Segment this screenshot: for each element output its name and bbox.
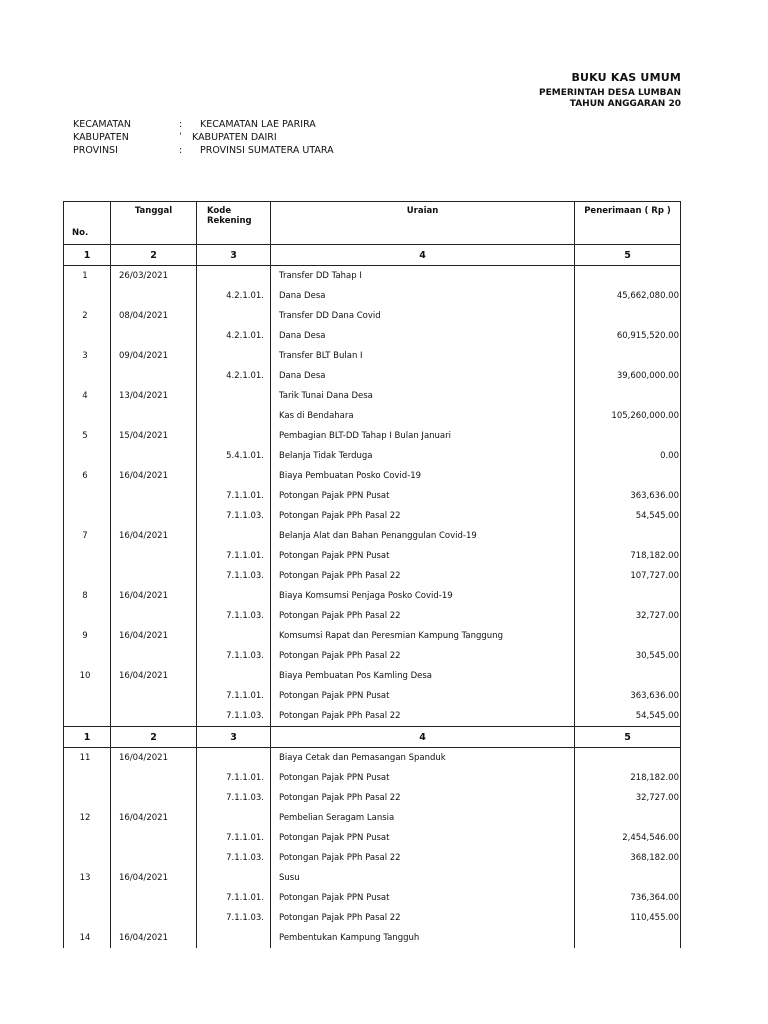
table-row xyxy=(64,626,681,646)
row-number xyxy=(64,828,111,848)
row-account-code xyxy=(197,808,271,828)
row-number xyxy=(64,848,111,868)
table-row xyxy=(64,888,681,908)
row-number xyxy=(64,286,111,306)
row-amount xyxy=(575,466,681,486)
table-row xyxy=(64,306,681,326)
column-number-row xyxy=(64,727,681,748)
table-row xyxy=(64,768,681,788)
row-amount xyxy=(575,666,681,686)
row-number xyxy=(64,326,111,346)
row-description: Tarik Tunai Dana Desa xyxy=(271,386,575,406)
table-row xyxy=(64,446,681,466)
row-number xyxy=(64,686,111,706)
table-row xyxy=(64,808,681,828)
row-number: 1 xyxy=(64,266,111,287)
row-number: 12 xyxy=(64,808,111,828)
row-description: Potongan Pajak PPh Pasal 22 xyxy=(271,606,575,626)
row-amount: 218,182.00 xyxy=(575,768,681,788)
row-number: 3 xyxy=(64,346,111,366)
row-amount: 54,545.00 xyxy=(575,706,681,727)
row-account-code xyxy=(197,526,271,546)
row-description: Potongan Pajak PPN Pusat xyxy=(271,768,575,788)
row-date xyxy=(111,646,197,666)
row-date xyxy=(111,768,197,788)
row-amount xyxy=(575,346,681,366)
col-header-kode-line2: Rekening xyxy=(207,216,252,226)
row-date: 26/03/2021 xyxy=(111,266,197,287)
row-description: Pembentukan Kampung Tangguh xyxy=(271,928,575,948)
row-date xyxy=(111,406,197,426)
row-account-code xyxy=(197,626,271,646)
table-row xyxy=(64,286,681,306)
row-amount: 32,727.00 xyxy=(575,788,681,808)
row-description: Potongan Pajak PPh Pasal 22 xyxy=(271,908,575,928)
row-amount xyxy=(575,928,681,948)
table-row xyxy=(64,546,681,566)
row-amount: 368,182.00 xyxy=(575,848,681,868)
row-account-code xyxy=(197,466,271,486)
row-description: Dana Desa xyxy=(271,366,575,386)
table-row xyxy=(64,868,681,888)
row-amount xyxy=(575,748,681,769)
report-subtitle-village: PEMERINTAH DESA LUMBAN xyxy=(539,88,681,98)
row-account-code xyxy=(197,306,271,326)
row-amount xyxy=(575,386,681,406)
table-row xyxy=(64,366,681,386)
row-date xyxy=(111,788,197,808)
row-description: Biaya Komsumsi Penjaga Posko Covid-19 xyxy=(271,586,575,606)
table-row xyxy=(64,566,681,586)
table-row xyxy=(64,506,681,526)
col-number: 5 xyxy=(575,727,681,748)
row-date xyxy=(111,606,197,626)
row-description: Potongan Pajak PPN Pusat xyxy=(271,888,575,908)
row-date: 16/04/2021 xyxy=(111,666,197,686)
row-date xyxy=(111,366,197,386)
row-number: 10 xyxy=(64,666,111,686)
table-row xyxy=(64,666,681,686)
meta-colon: : xyxy=(179,145,183,156)
row-date: 08/04/2021 xyxy=(111,306,197,326)
row-description: Potongan Pajak PPN Pusat xyxy=(271,546,575,566)
table-row xyxy=(64,426,681,446)
col-number: 4 xyxy=(271,727,575,748)
row-account-code: 7.1.1.01. xyxy=(197,888,271,908)
row-description: Dana Desa xyxy=(271,326,575,346)
col-header-penerimaan: Penerimaan ( Rp ) xyxy=(575,202,681,245)
row-date xyxy=(111,888,197,908)
row-description: Susu xyxy=(271,868,575,888)
row-date xyxy=(111,486,197,506)
col-header-tanggal: Tanggal xyxy=(111,202,197,245)
meta-colon: ˈ xyxy=(179,132,182,143)
table-row xyxy=(64,326,681,346)
row-amount: 107,727.00 xyxy=(575,566,681,586)
row-date: 16/04/2021 xyxy=(111,626,197,646)
row-date: 15/04/2021 xyxy=(111,426,197,446)
table-row xyxy=(64,386,681,406)
row-amount: 363,636.00 xyxy=(575,486,681,506)
row-account-code: 7.1.1.01. xyxy=(197,828,271,848)
col-number: 2 xyxy=(111,245,197,266)
row-description: Potongan Pajak PPh Pasal 22 xyxy=(271,566,575,586)
col-header-no: No. xyxy=(64,202,111,245)
row-account-code xyxy=(197,748,271,769)
row-amount: 45,662,080.00 xyxy=(575,286,681,306)
row-date: 13/04/2021 xyxy=(111,386,197,406)
row-account-code xyxy=(197,266,271,287)
col-header-uraian: Uraian xyxy=(271,202,575,245)
row-number xyxy=(64,606,111,626)
row-number xyxy=(64,546,111,566)
row-amount: 60,915,520.00 xyxy=(575,326,681,346)
row-date: 16/04/2021 xyxy=(111,808,197,828)
row-number: 7 xyxy=(64,526,111,546)
row-description: Potongan Pajak PPN Pusat xyxy=(271,486,575,506)
col-number: 4 xyxy=(271,245,575,266)
report-subtitle-year: TAHUN ANGGARAN 20 xyxy=(569,99,681,109)
row-account-code xyxy=(197,406,271,426)
row-date xyxy=(111,908,197,928)
row-account-code: 7.1.1.03. xyxy=(197,788,271,808)
row-account-code xyxy=(197,586,271,606)
table-row xyxy=(64,686,681,706)
row-number: 11 xyxy=(64,748,111,769)
row-date xyxy=(111,506,197,526)
row-number: 4 xyxy=(64,386,111,406)
row-amount: 2,454,546.00 xyxy=(575,828,681,848)
row-account-code: 7.1.1.01. xyxy=(197,768,271,788)
row-account-code: 7.1.1.03. xyxy=(197,848,271,868)
row-date xyxy=(111,446,197,466)
col-number: 5 xyxy=(575,245,681,266)
row-date xyxy=(111,686,197,706)
col-header-kode-line1: Kode xyxy=(207,206,232,216)
row-number xyxy=(64,566,111,586)
row-description: Dana Desa xyxy=(271,286,575,306)
meta-label: PROVINSI xyxy=(73,145,118,156)
row-description: Potongan Pajak PPN Pusat xyxy=(271,686,575,706)
col-header-kode-rekening xyxy=(197,202,271,245)
row-account-code: 7.1.1.01. xyxy=(197,486,271,506)
row-amount xyxy=(575,266,681,287)
row-number xyxy=(64,788,111,808)
row-account-code xyxy=(197,868,271,888)
col-number: 3 xyxy=(197,245,271,266)
row-description: Transfer DD Tahap I xyxy=(271,266,575,287)
row-description: Biaya Pembuatan Posko Covid-19 xyxy=(271,466,575,486)
row-number: 6 xyxy=(64,466,111,486)
meta-row-provinsi xyxy=(73,145,473,158)
row-amount: 105,260,000.00 xyxy=(575,406,681,426)
table-body-part2 xyxy=(64,748,681,949)
region-info xyxy=(73,119,473,158)
row-date: 16/04/2021 xyxy=(111,466,197,486)
row-account-code: 7.1.1.01. xyxy=(197,546,271,566)
row-account-code: 7.1.1.03. xyxy=(197,506,271,526)
table-row xyxy=(64,788,681,808)
row-number xyxy=(64,768,111,788)
table-row xyxy=(64,266,681,287)
row-number xyxy=(64,406,111,426)
row-amount: 30,545.00 xyxy=(575,646,681,666)
meta-label: KECAMATAN xyxy=(73,119,131,130)
row-description: Transfer DD Dana Covid xyxy=(271,306,575,326)
table-body-part1 xyxy=(64,266,681,727)
row-date: 16/04/2021 xyxy=(111,868,197,888)
table-row xyxy=(64,646,681,666)
table-row xyxy=(64,526,681,546)
meta-row-kecamatan xyxy=(73,119,473,132)
row-amount xyxy=(575,426,681,446)
table-row xyxy=(64,928,681,948)
col-number: 2 xyxy=(111,727,197,748)
row-description: Belanja Alat dan Bahan Penanggulan Covid-19 xyxy=(271,526,575,546)
row-amount: 32,727.00 xyxy=(575,606,681,626)
row-description: Potongan Pajak PPh Pasal 22 xyxy=(271,848,575,868)
column-number-row xyxy=(64,245,681,266)
row-account-code: 7.1.1.01. xyxy=(197,686,271,706)
table-row xyxy=(64,748,681,769)
row-number: 8 xyxy=(64,586,111,606)
table-row xyxy=(64,606,681,626)
report-title: BUKU KAS UMUM xyxy=(571,71,681,84)
table-row xyxy=(64,406,681,426)
table-row xyxy=(64,828,681,848)
meta-colon: : xyxy=(179,119,183,130)
row-description: Potongan Pajak PPh Pasal 22 xyxy=(271,788,575,808)
row-number: 5 xyxy=(64,426,111,446)
row-number: 9 xyxy=(64,626,111,646)
row-amount xyxy=(575,868,681,888)
row-date xyxy=(111,286,197,306)
row-amount xyxy=(575,626,681,646)
row-description: Potongan Pajak PPh Pasal 22 xyxy=(271,506,575,526)
row-account-code: 4.2.1.01. xyxy=(197,326,271,346)
table-header-row xyxy=(64,202,681,245)
row-account-code xyxy=(197,386,271,406)
meta-value: KECAMATAN LAE PARIRA xyxy=(200,119,316,130)
row-date xyxy=(111,706,197,727)
col-number: 1 xyxy=(64,727,111,748)
row-number xyxy=(64,908,111,928)
row-account-code: 5.4.1.01. xyxy=(197,446,271,466)
row-amount xyxy=(575,586,681,606)
meta-label: KABUPATEN xyxy=(73,132,129,143)
row-date xyxy=(111,828,197,848)
row-amount: 0.00 xyxy=(575,446,681,466)
table-row xyxy=(64,486,681,506)
row-date xyxy=(111,326,197,346)
row-number: 14 xyxy=(64,928,111,948)
row-date xyxy=(111,848,197,868)
row-description: Pembagian BLT-DD Tahap I Bulan Januari xyxy=(271,426,575,446)
row-number xyxy=(64,366,111,386)
row-description: Transfer BLT Bulan I xyxy=(271,346,575,366)
row-amount: 39,600,000.00 xyxy=(575,366,681,386)
row-amount xyxy=(575,306,681,326)
row-number: 13 xyxy=(64,868,111,888)
row-date xyxy=(111,546,197,566)
row-date: 16/04/2021 xyxy=(111,526,197,546)
row-date: 16/04/2021 xyxy=(111,586,197,606)
row-account-code xyxy=(197,426,271,446)
table-row xyxy=(64,908,681,928)
row-number xyxy=(64,888,111,908)
row-description: Potongan Pajak PPh Pasal 22 xyxy=(271,706,575,727)
col-number: 1 xyxy=(64,245,111,266)
meta-value: PROVINSI SUMATERA UTARA xyxy=(200,145,334,156)
row-description: Biaya Pembuatan Pos Kamling Desa xyxy=(271,666,575,686)
col-number: 3 xyxy=(197,727,271,748)
row-account-code xyxy=(197,346,271,366)
table-row xyxy=(64,586,681,606)
row-description: Biaya Cetak dan Pemasangan Spanduk xyxy=(271,748,575,769)
table-row xyxy=(64,706,681,727)
row-amount xyxy=(575,526,681,546)
row-number xyxy=(64,506,111,526)
row-account-code: 7.1.1.03. xyxy=(197,646,271,666)
row-date: 09/04/2021 xyxy=(111,346,197,366)
row-amount xyxy=(575,808,681,828)
table-row xyxy=(64,346,681,366)
meta-row-kabupaten xyxy=(73,132,473,145)
row-number xyxy=(64,646,111,666)
row-date xyxy=(111,566,197,586)
row-amount: 736,364.00 xyxy=(575,888,681,908)
row-amount: 54,545.00 xyxy=(575,506,681,526)
row-amount: 110,455.00 xyxy=(575,908,681,928)
row-number xyxy=(64,706,111,727)
row-date: 16/04/2021 xyxy=(111,748,197,769)
row-description: Kas di Bendahara xyxy=(271,406,575,426)
row-number xyxy=(64,486,111,506)
row-number: 2 xyxy=(64,306,111,326)
row-amount: 718,182.00 xyxy=(575,546,681,566)
row-account-code xyxy=(197,928,271,948)
row-description: Komsumsi Rapat dan Peresmian Kampung Tanggung xyxy=(271,626,575,646)
row-description: Potongan Pajak PPN Pusat xyxy=(271,828,575,848)
table-row xyxy=(64,466,681,486)
row-account-code xyxy=(197,666,271,686)
row-description: Potongan Pajak PPh Pasal 22 xyxy=(271,646,575,666)
meta-value: KABUPATEN DAIRI xyxy=(192,132,277,143)
row-account-code: 7.1.1.03. xyxy=(197,606,271,626)
row-account-code: 4.2.1.01. xyxy=(197,366,271,386)
table-mid-header xyxy=(64,727,681,748)
row-description: Belanja Tidak Terduga xyxy=(271,446,575,466)
row-account-code: 7.1.1.03. xyxy=(197,908,271,928)
row-description: Pembelian Seragam Lansia xyxy=(271,808,575,828)
row-date: 16/04/2021 xyxy=(111,928,197,948)
row-account-code: 4.2.1.01. xyxy=(197,286,271,306)
cash-book-table xyxy=(63,201,681,948)
row-account-code: 7.1.1.03. xyxy=(197,566,271,586)
row-account-code: 7.1.1.03. xyxy=(197,706,271,727)
row-number xyxy=(64,446,111,466)
table-row xyxy=(64,848,681,868)
row-amount: 363,636.00 xyxy=(575,686,681,706)
